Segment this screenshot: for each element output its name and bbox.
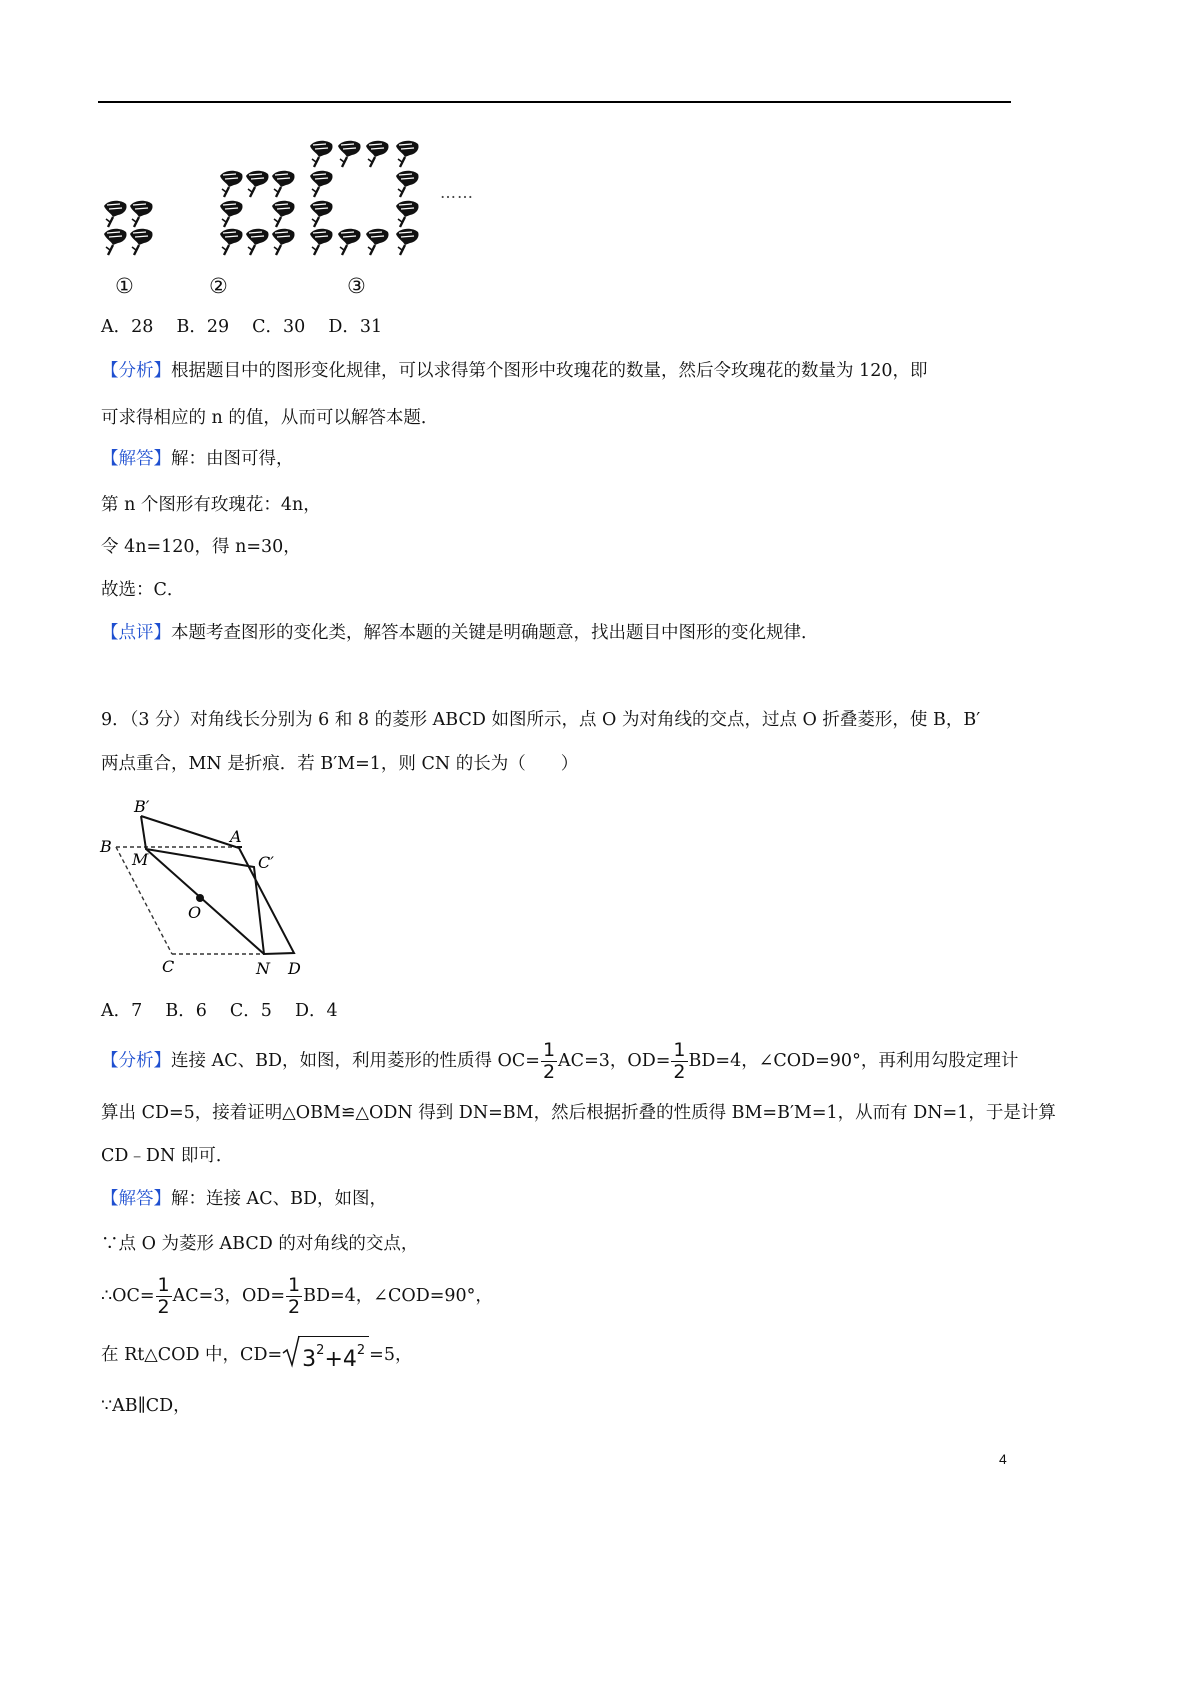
fraction-half: $\frac{1}{2}$ [157,1274,170,1318]
point-O [196,894,204,902]
rose-figure-3 [310,141,419,255]
q9-solution-line3 [101,1276,493,1317]
q9-stem-line1: 9．（3 分）对角线长分别为 6 和 8 的菱形 ABCD 如图所示，点 O 为对角线的交点，过点 O 折叠菱形，使 B，B′ [101,710,981,730]
comment-tag: 【点评】 [101,623,171,643]
q9-s4-post: =5， [369,1345,413,1365]
label-N: N [256,959,270,978]
q8-solution-line3: 令 4n=120，得 n=30， [101,537,301,557]
q9-solution-line2: ∵点 O 为菱形 ABCD 的对角线的交点， [101,1234,419,1254]
fraction-half: $\frac{1}{2}$ [288,1274,301,1318]
q9-solution-line1 [101,1185,387,1213]
figure-label-1: ① [115,274,134,298]
label-A: A [230,827,242,846]
q8-comment [101,619,819,647]
q9-analysis-line3: CD﹣DN 即可． [101,1146,234,1166]
q9-a1-post: BD=4，∠COD=90°，再利用勾股定理计 [688,1051,1019,1071]
rose-figure-1 [104,201,153,255]
q9-options: A．7 B．6 C．5 D．4 [101,1001,338,1021]
label-M: M [132,850,149,869]
fraction-half: $\frac{1}{2}$ [542,1039,556,1083]
rose-figure-2 [220,171,295,255]
q8-solution-line2: 第 n 个图形有玫瑰花：4n， [101,495,321,515]
label-C: C [162,957,175,976]
q8-comment-text: 本题考查图形的变化类，解答本题的关键是明确题意，找出题目中图形的变化规律． [171,623,819,643]
page-number: 4 [999,1451,1007,1467]
q9-a1-mid: AC=3，OD= [558,1051,671,1071]
q9-a1-pre: 连接 AC、BD，如图，利用菱形的性质得 OC= [171,1051,540,1071]
q8-analysis-text: 根据题目中的图形变化规律，可以求得第个图形中玫瑰花的数量，然后令玫瑰花的数量为 120，即 [171,361,928,381]
analysis-tag: 【分析】 [101,1051,171,1071]
folded-shape [141,816,294,954]
rhombus-figure [96,797,326,982]
q8-analysis-line1 [101,357,927,385]
q8-solution-text: 解：由图可得， [171,449,294,469]
solution-tag: 【解答】 [101,1189,171,1209]
solution-tag: 【解答】 [101,449,171,469]
q9-analysis-line1 [101,1041,1018,1082]
label-Cp: C′ [258,853,274,872]
pattern-ellipsis: …… [440,183,474,202]
q9-stem-line2: 两点重合，MN 是折痕．若 B′M=1，则 CN 的长为（ ） [101,754,579,774]
q8-solution-line4: 故选：C． [101,580,185,600]
q9-s1: 解：连接 AC、BD，如图， [171,1189,387,1209]
q8-analysis-line2: 可求得相应的 n 的值，从而可以解答本题． [101,408,439,428]
q9-s3-post: BD=4，∠COD=90°， [303,1286,493,1306]
label-B: B [100,837,112,856]
sqrt-expression: $3^2+4^2$ [298,1336,369,1375]
q8-solution-line1 [101,445,294,473]
q9-s3-pre: ∴OC= [101,1286,155,1306]
label-Bp: B′ [134,797,150,816]
q9-analysis-line2: 算出 CD=5，接着证明△OBM≌△ODN 得到 DN=BM，然后根据折叠的性质得 BM=B′M=1，从而有 DN=1，于是计算 [101,1103,1056,1123]
q9-s4-pre: 在 Rt△COD 中，CD= [101,1345,283,1365]
label-O: O [188,903,202,922]
label-D: D [288,959,301,978]
header-rule [98,101,1011,103]
figure-label-2: ② [209,274,228,298]
rose-pattern-figure [96,128,536,298]
q9-solution-line4 [101,1336,412,1375]
q8-options: A．28 B．29 C．30 D．31 [101,317,383,337]
fraction-half: $\frac{1}{2}$ [673,1039,686,1083]
analysis-tag: 【分析】 [101,361,171,381]
q9-s3-mid: AC=3，OD= [172,1286,286,1306]
figure-label-3: ③ [347,274,366,298]
q9-solution-line5: ∵AB∥CD， [101,1396,191,1416]
